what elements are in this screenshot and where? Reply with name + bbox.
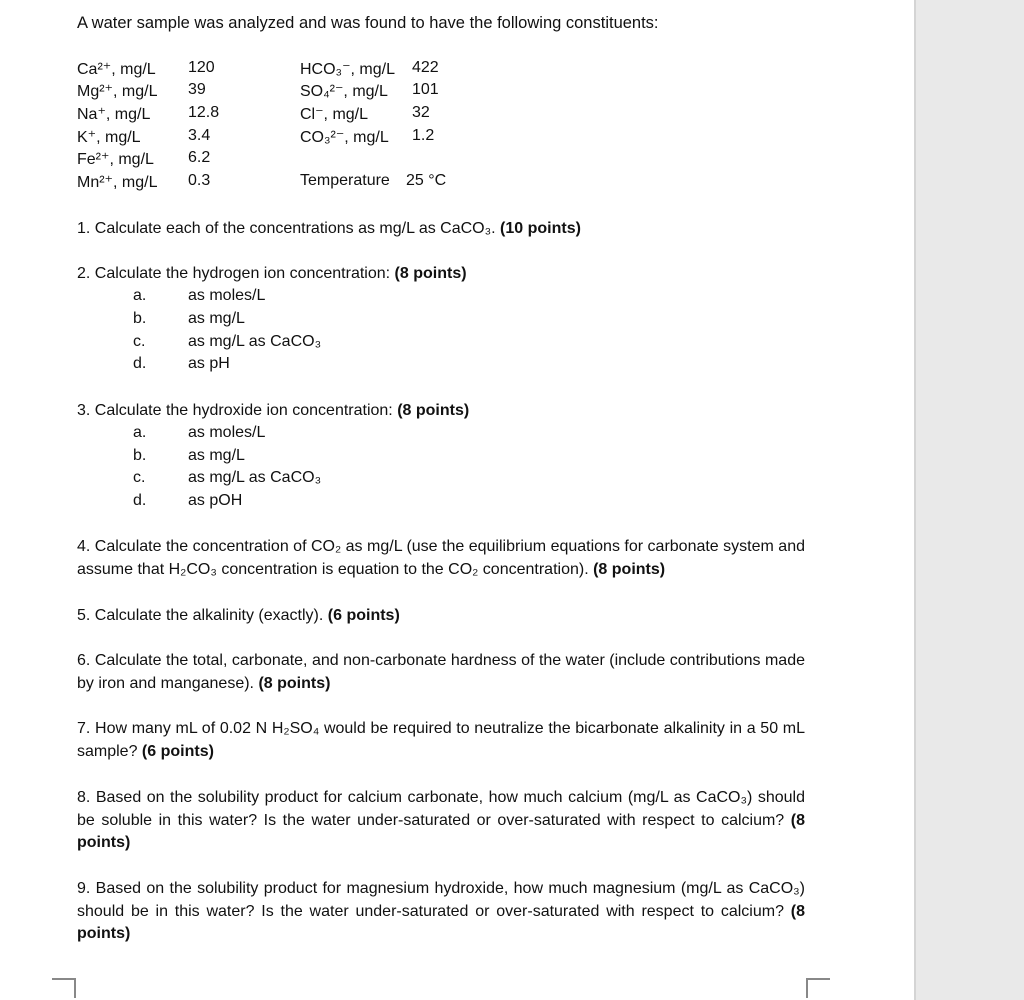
- question-5: [77, 605, 805, 628]
- question-7: [77, 718, 805, 763]
- constituent-label: Mn²⁺, mg/L: [77, 174, 158, 191]
- sub-item-letter: c.: [133, 469, 146, 486]
- question-text: 6. Calculate the total, carbonate, and non-carbonate hardness of the water (include contributions made by iron and manganese).: [77, 652, 805, 692]
- question-text: 9. Based on the solubility product for magnesium hydroxide, how much magnesium (mg/L as CaCO₃) should be in this water? Is the water under-saturated or over-saturated with respect to calcium?: [77, 880, 805, 920]
- sub-item-letter: a.: [133, 424, 147, 441]
- sub-item-text: as moles/L: [188, 287, 266, 304]
- constituent-value: 0.3: [188, 172, 211, 189]
- question-points: (10 points): [500, 220, 581, 237]
- constituent-value: 101: [412, 81, 439, 98]
- question-6: [77, 650, 805, 695]
- sub-item-letter: b.: [133, 447, 147, 464]
- constituent-value: 3.4: [188, 127, 211, 144]
- sub-item-text: as mg/L as CaCO₃: [188, 469, 322, 486]
- sub-item-text: as mg/L as CaCO₃: [188, 333, 322, 350]
- question-1: [77, 218, 805, 241]
- constituent-value: 12.8: [188, 104, 220, 121]
- crop-mark-right: [806, 978, 830, 998]
- constituent-label: CO₃²⁻, mg/L: [300, 129, 389, 146]
- question-text: 8. Based on the solubility product for calcium carbonate, how much calcium (mg/L as CaCO₃) should be soluble in this water? Is the water under-saturated or over-saturated with respect to calcium?: [77, 789, 805, 829]
- constituent-value: 120: [188, 59, 215, 76]
- constituent-value: 39: [188, 81, 206, 98]
- question-text: 5. Calculate the alkalinity (exactly).: [77, 607, 328, 624]
- question-points: (8 points): [397, 402, 470, 419]
- constituent-label: Na⁺, mg/L: [77, 106, 151, 123]
- question-points: (8 points): [394, 265, 467, 282]
- sub-item-text: as pOH: [188, 492, 243, 509]
- constituent-label: Fe²⁺, mg/L: [77, 151, 154, 168]
- question-9: [77, 878, 805, 946]
- question-text: 7. How many mL of 0.02 N H₂SO₄ would be required to neutralize the bicarbonate alkalinity in a 50 mL sample?: [77, 720, 805, 760]
- constituent-label: SO₄²⁻, mg/L: [300, 83, 388, 100]
- crop-mark-left: [52, 978, 76, 998]
- question-2: [77, 263, 805, 286]
- constituent-value: 32: [412, 104, 430, 121]
- sub-item-text: as mg/L: [188, 310, 245, 327]
- page-edge: [914, 0, 916, 1000]
- sub-item-text: as pH: [188, 355, 230, 372]
- question-text: 4. Calculate the concentration of CO₂ as mg/L (use the equilibrium equations for carbonate system and assume that H₂CO₃ concentration is equation to the CO₂ concentration).: [77, 538, 805, 578]
- constituent-value: 1.2: [412, 127, 435, 144]
- sub-item-text: as mg/L: [188, 447, 245, 464]
- question-points: (8 points): [593, 560, 666, 578]
- constituent-label: Ca²⁺, mg/L: [77, 61, 156, 78]
- question-text: 2. Calculate the hydrogen ion concentration:: [77, 265, 395, 282]
- question-8: [77, 787, 805, 855]
- sub-item-letter: b.: [133, 310, 147, 327]
- question-4: [77, 536, 805, 581]
- question-points: (8 points): [258, 674, 331, 692]
- temperature-label: Temperature: [300, 172, 390, 189]
- constituent-value: 422: [412, 59, 439, 76]
- constituent-label: K⁺, mg/L: [77, 129, 141, 146]
- sub-item-letter: d.: [133, 355, 147, 372]
- intro-text: A water sample was analyzed and was found to have the following constituents:: [77, 14, 659, 32]
- sub-item-letter: a.: [133, 287, 147, 304]
- sub-item-letter: c.: [133, 333, 146, 350]
- question-points: (6 points): [327, 607, 400, 624]
- temperature-value: 25 °C: [406, 172, 447, 189]
- question-text: 1. Calculate each of the concentrations as mg/L as CaCO₃.: [77, 220, 501, 237]
- question-points: (8 points): [77, 811, 805, 851]
- constituent-label: Cl⁻, mg/L: [300, 106, 369, 123]
- question-text: 3. Calculate the hydroxide ion concentration:: [77, 402, 398, 419]
- question-points: (8 points): [77, 902, 805, 942]
- question-3: [77, 400, 805, 423]
- constituent-label: HCO₃⁻, mg/L: [300, 61, 395, 78]
- constituent-value: 6.2: [188, 149, 211, 166]
- question-points: (6 points): [141, 742, 214, 760]
- sub-item-letter: d.: [133, 492, 147, 509]
- constituent-label: Mg²⁺, mg/L: [77, 83, 158, 100]
- sub-item-text: as moles/L: [188, 424, 266, 441]
